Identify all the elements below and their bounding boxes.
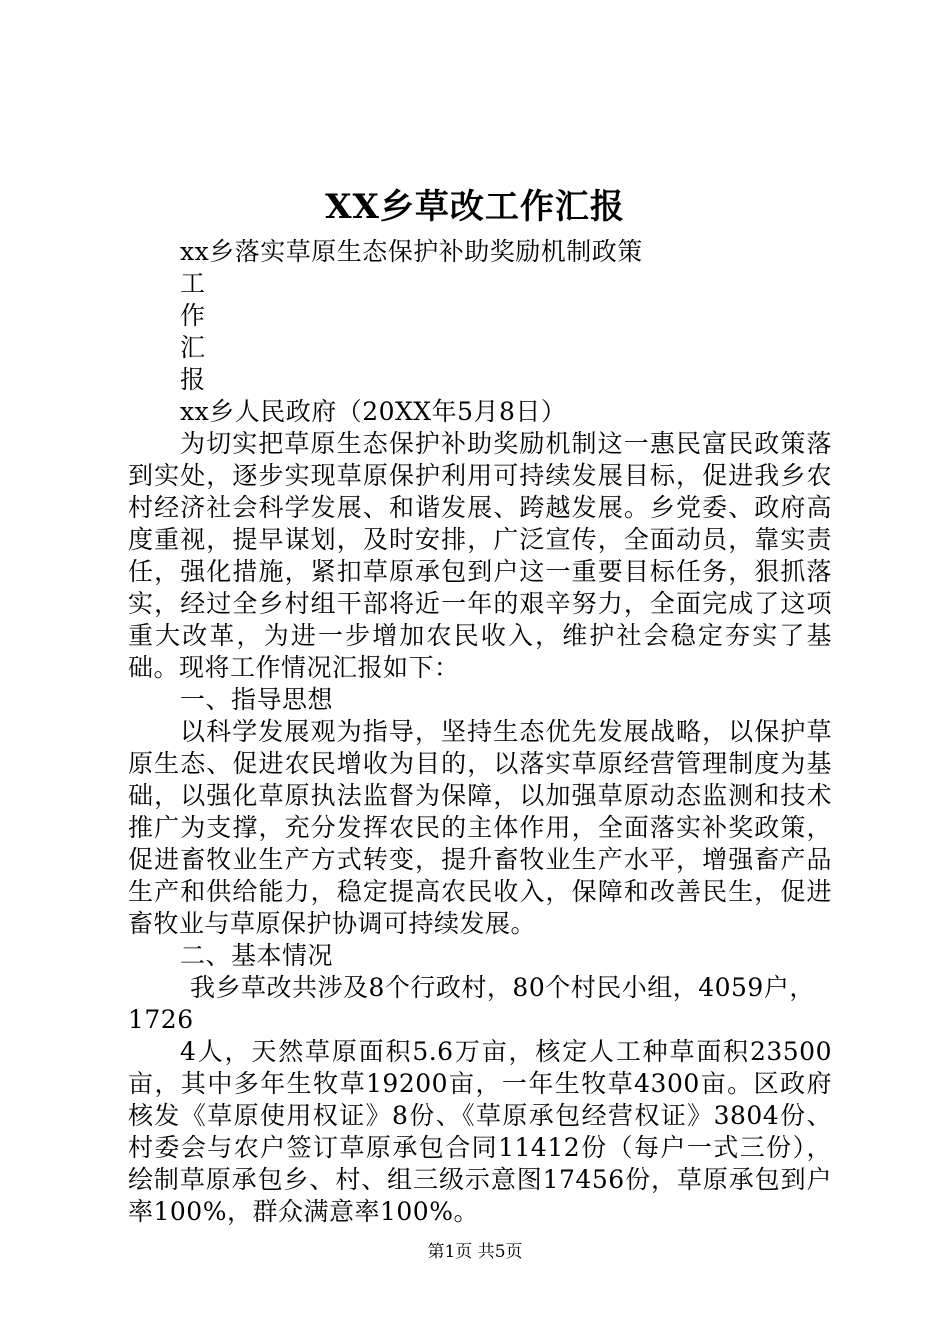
subtitle-vertical-char: 报 [180,365,206,394]
section-paragraph: 以科学发展观为指导，坚持生态优先发展战略，以保护草原生态、促进农民增收为目的，以落实草原经营管理制度为基础，以强化草原执法监督为保障，以加强草原动态监测和技术推广为支撑，充分发挥农民的主体作用，全面落实补奖政策，促进畜牧业生产方式转变，提升畜牧业生产水平，增强畜产品生产和供给能力，稳定提高农民收入，保障和改善民生，促进畜牧业与草原保护协调可持续发展。 [128,717,832,938]
subtitle-vertical-char: 工 [180,269,206,298]
document-body [128,236,832,1228]
author-line: xx乡人民政府（20XX年5月8日） [180,397,567,426]
section-paragraph: 4人，天然草原面积5.6万亩，核定人工种草面积23500亩，其中多年生牧草19200亩，一年生牧草4300亩。区政府核发《草原使用权证》8份、《草原承包经营权证》3804份、村委会与农户签订草原承包合同11412份（每户一式三份），绘制草原承包乡、村、组三级示意图17456份，草原承包到户率100%，群众满意率100%。 [128,1037,832,1226]
subtitle-line: xx乡落实草原生态保护补助奖励机制政策 [180,237,643,266]
subtitle-vertical-char: 作 [180,301,206,330]
section-heading: 一、指导思想 [180,685,334,714]
intro-paragraph: 为切实把草原生态保护补助奖励机制这一惠民富民政策落到实处，逐步实现草原保护利用可持续发展目标，促进我乡农村经济社会科学发展、和谐发展、跨越发展。乡党委、政府高度重视，提早谋划，及时安排，广泛宣传，全面动员，靠实责任，强化措施，紧扣草原承包到户这一重要目标任务，狠抓落实，经过全乡村组干部将近一年的艰辛努力，全面完成了这项重大改革，为进一步增加农民收入，维护社会稳定夯实了基础。现将工作情况汇报如下： [128,429,832,682]
subtitle-vertical-char: 汇 [180,333,206,362]
document-title: XX乡草改工作汇报 [325,187,625,227]
page-number: 第1页 共5页 [427,1242,523,1262]
section-paragraph-line: 1726 [128,1005,194,1034]
section-heading: 二、基本情况 [180,941,334,970]
section-paragraph-line: 我乡草改共涉及8个行政村，80个村民小组，4059户， [190,973,815,1002]
